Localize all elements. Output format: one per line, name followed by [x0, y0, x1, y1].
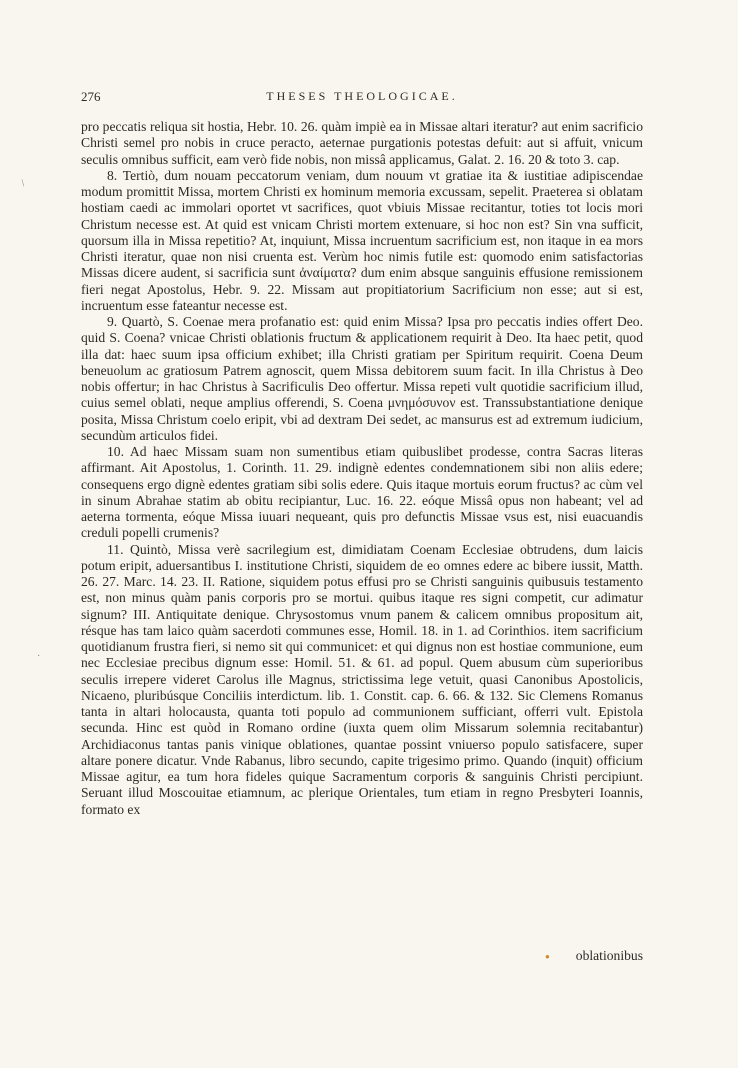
paragraph-10: 10. Ad haec Missam suam non sumentibus etiam quibuslibet prodesse, contra Sacras literas affirmant. Ait Apostolus, 1. Corinth. 11. 29. indignè edentes condemnationem sibi non aliis edere; consequens ergo dignè edentes gratiam sibi solis edere. Quis itaque mortuis eorum fructus? ac cùm vel in sinum Abrahae statim ab obitu recipiantur, Luc. 16. 22. eóque Missâ opus non habeant; vel ad aeterna tormenta, eóque Missa iuuari nequeant, quis pro defunctis Missae vsus est, nisi euacuandis creduli popelli crumenis? — [81, 444, 643, 541]
page-header — [81, 89, 643, 105]
catchword: oblationibus — [575, 948, 643, 963]
paragraph-8: 8. Tertiò, dum nouam peccatorum veniam, dum nouum vt gratiae ita & iustitiae adipiscendae modum promittit Missa, mortem Christi ex hominum memoria excussam, sepelit. Praeterea si oblatam hostiam caedi ac immolari oportet vt sacrifices, quot vbiuis Missae recitantur, toties tot locis mori Christum necesse est. At quid est vnicam Christi mortem extenuare, si hoc non est? Sin vna sufficit, quorsum illa in Missa repetitio? At, inquiunt, Missa incruentum sacrificium est, non itaque in ea mors Christi iteratur, quae non nisi cruenta est. Verùm hoc nimis futile est: quomodo enim satisfactorias Missas dicere audent, si sacrificia sunt ἀναίματα? dum enim absque sanguinis effusione remissionem fieri negat Apostolus, Hebr. 9. 22. Missam aut propitiatorium Sacrificium non esse; aut si est, incruentum esse fateantur necesse est. — [81, 167, 643, 313]
paragraph-11: 11. Quintò, Missa verè sacrilegium est, dimidiatam Coenam Ecclesiae obtrudens, dum laicis potum eripit, aduersantibus I. institutione Christi, siquidem de eo omnes edere ac bibere iussit, Matth. 26. 27. Marc. 14. 23. II. Ratione, siquidem potus effusi pro se Christi sanguinis quibusuis testamento est, non minus quàm panis corporis pro se mortui. quibus itaque res signi competit, cur adimatur signum? III. Antiquitate denique. Chrysostomus vnum panem & calicem omnibus propositum ait, résque has tam laico quàm sacerdoti communes esse, Homil. 18. in 1. ad Corinthios. item sacrificium quotidianum frustra fieri, si nemo sit qui communicet: et qui dignus non est hostiae communione, eum nec Ecclesiae precibus dignum esse: Homil. 51. & 61. ad popul. Quem abusum cùm superioribus seculis irrepere videret Carolus ille Magnus, strictissima lege vetuit, quasi Canonibus Apostolicis, Nicaeno, pluribúsque Conciliis interdictum. lib. 1. Constit. cap. 6. 66. & 132. Sic Clemens Romanus tanta in altari holocausta, quanta toti populo ad communionem sufficiant, offerri vult. Epistola secunda. Hinc est quòd in Romano ordine (iuxta quem olim Missarum solemnia recitabantur) Archidiaconus tantas panis vinique oblationes, quantae possint vniuerso populo satisfacere, super altare ponere dicatur. Vnde Rabanus, libro secundo, capite trigesimo primo. Quando (inquit) officium Missae agitur, ea tum hora fideles quique Sacramentum corporis & sanguinis Christi percipiunt. Seruant illud Moscouitae etiamnum, ac plerique Orientales, tum etiam in regno Presbyteri Ioannis, formato ex — [81, 541, 643, 817]
margin-dot: · — [37, 651, 41, 662]
margin-mark: / — [19, 178, 28, 189]
paragraph-9: 9. Quartò, S. Coenae mera profanatio est: quid enim Missa? Ipsa pro peccatis indies offert Deo. quid S. Coena? vnicae Christi oblationis fructum & applicationem requirit à Deo. Ita haec petit, quod illa dat: haec suum ipsa officium exhibet; illa Christi gratiam per Spiritum requirit. Coena Deum beneuolum ac gratiosum Patrem agnoscit, quem Missa debitorem suum facit. In illa Christus à Deo nobis offertur; in hac Christus à Sacrificulis Deo offertur. Missa repeti vult quotidie sacrificium illud, cuius semel oblati, neque amplius offerendi, S. Coena μνημόσυνον est. Transsubstantiatione denique posita, Missa Christum coelo eripit, vbi ad dextram Dei sedet, ac mansurus est ad extremum iudicium, secundùm articulos fidei. — [81, 314, 643, 443]
body-text — [81, 119, 643, 818]
page-number: 276 — [81, 89, 101, 104]
running-head: THESES THEOLOGICAE. — [266, 89, 458, 103]
paragraph-continuation: pro peccatis reliqua sit hostia, Hebr. 10. 26. quàm impiè ea in Missae altari iteratur? aut enim sacrificio Christi semel pro nobis in cruce peracto, aeternae purgationis potestas defuit: aut si affuit, vnicum seculis omnibus sufficit, eam verò fide nobis, non missâ applicamus, Galat. 2. 16. 20 & toto 3. cap. — [81, 119, 643, 167]
ink-spot: ● — [545, 952, 550, 961]
